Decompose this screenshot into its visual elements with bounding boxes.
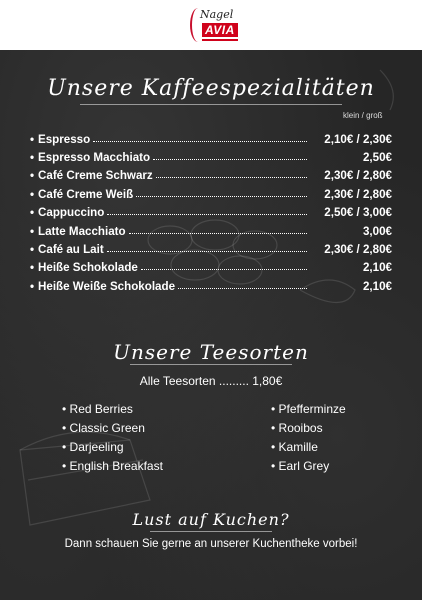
logo-avia-text: AVIA <box>202 23 238 37</box>
logo-underline <box>202 39 238 41</box>
tea-item: • Pfefferminze <box>271 402 346 416</box>
coffee-item-row <box>30 148 392 166</box>
bullet-icon: • <box>30 132 35 146</box>
cake-section-title: Lust auf Kuchen? <box>132 510 290 529</box>
coffee-item-name: Café Creme Schwarz <box>38 169 153 183</box>
tea-item: • Earl Grey <box>271 459 330 473</box>
cake-invitation-text: Dann schauen Sie gerne an unserer Kuchentheke vorbei! <box>64 538 358 550</box>
bullet-icon: • <box>30 187 35 201</box>
coffee-item-name: Cappuccino <box>38 206 105 220</box>
coffee-item-name: Latte Macchiato <box>38 224 126 238</box>
tea-item: • Red Berries <box>62 402 133 416</box>
tea-list-right <box>271 402 346 478</box>
coffee-item-price: 3,00€ <box>362 224 392 238</box>
coffee-item-price: 2,50€ <box>362 151 392 165</box>
coffee-item-row <box>30 259 392 277</box>
coffee-section-title: Unsere Kaffeespezialitäten <box>47 76 375 101</box>
coffee-item-price: 2,30€ / 2,80€ <box>324 187 392 201</box>
bullet-icon: • <box>30 261 35 275</box>
size-label: klein / groß <box>343 111 383 120</box>
title-divider <box>130 364 292 365</box>
tea-item: • Kamille <box>271 440 318 454</box>
coffee-item-price: 2,30€ / 2,80€ <box>324 169 392 183</box>
coffee-item-row <box>30 277 392 295</box>
coffee-item-row <box>30 185 392 203</box>
dot-leader <box>153 159 307 160</box>
coffee-item-name: Café Creme Weiß <box>38 187 134 201</box>
coffee-item-row <box>30 204 392 222</box>
coffee-item-name: Heiße Weiße Schokolade <box>38 279 176 293</box>
coffee-menu-list <box>30 130 392 296</box>
coffee-item-price: 2,10€ <box>362 279 392 293</box>
coffee-item-price: 2,50€ / 3,00€ <box>324 206 392 220</box>
coffee-item-name: Espresso <box>38 132 91 146</box>
coffee-item-row <box>30 240 392 258</box>
tea-price-line: Alle Teesorten ......... 1,80€ <box>139 374 283 388</box>
tea-list-left <box>62 402 163 478</box>
bullet-icon: • <box>30 224 35 238</box>
coffee-item-name: Café au Lait <box>38 243 104 257</box>
dot-leader <box>129 233 307 234</box>
tea-section-title: Unsere Teesorten <box>113 340 309 364</box>
coffee-item-price: 2,10€ / 2,30€ <box>324 132 392 146</box>
title-divider <box>150 531 272 532</box>
bullet-icon: • <box>30 206 35 220</box>
logo-nagel-text: Nagel <box>200 8 234 21</box>
dot-leader <box>141 269 307 270</box>
dot-leader <box>136 196 307 197</box>
dot-leader <box>107 214 307 215</box>
dot-leader <box>156 177 307 178</box>
tea-item: • Darjeeling <box>62 440 124 454</box>
bullet-icon: • <box>30 151 35 165</box>
coffee-item-name: Espresso Macchiato <box>38 151 151 165</box>
dot-leader <box>93 141 307 142</box>
header-bar <box>0 0 422 50</box>
coffee-item-row <box>30 222 392 240</box>
tea-item: • Rooibos <box>271 421 323 435</box>
nagel-avia-logo <box>190 6 246 46</box>
coffee-item-name: Heiße Schokolade <box>38 261 138 275</box>
coffee-item-row <box>30 167 392 185</box>
dot-leader <box>178 288 307 289</box>
bullet-icon: • <box>30 243 35 257</box>
coffee-item-price: 2,10€ <box>362 261 392 275</box>
tea-item: • Classic Green <box>62 421 145 435</box>
dot-leader <box>107 251 307 252</box>
bullet-icon: • <box>30 169 35 183</box>
title-divider <box>80 104 342 105</box>
coffee-item-row <box>30 130 392 148</box>
coffee-item-price: 2,30€ / 2,80€ <box>324 243 392 257</box>
bullet-icon: • <box>30 279 35 293</box>
tea-item: • English Breakfast <box>62 459 163 473</box>
